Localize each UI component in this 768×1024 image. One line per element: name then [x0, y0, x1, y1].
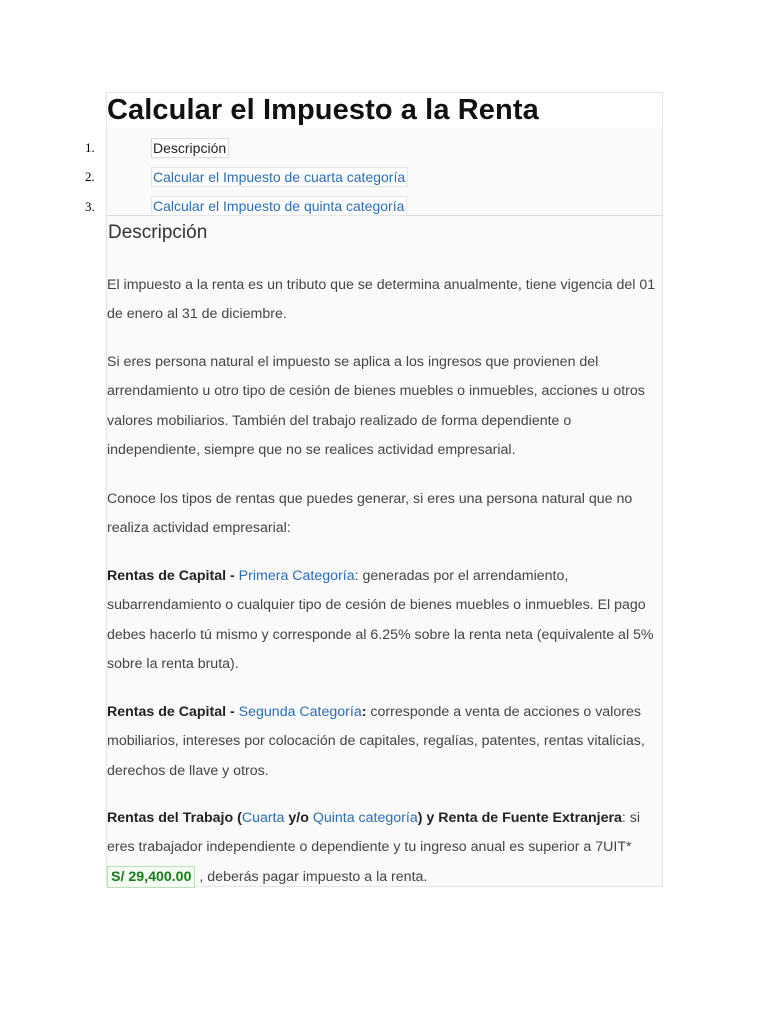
quinta-categoria-link[interactable]: Quinta categoría — [312, 810, 418, 826]
cuarta-link[interactable]: Cuarta — [241, 810, 285, 826]
segunda-categoria-text: corresponde a venta de acciones o valores mobiliarios, intereses por colocación de capitales, regalías, patentes, rentas vitalicias, derechos de llave y otros. — [107, 704, 645, 779]
toc-link-cuarta-categoria[interactable]: Calcular el Impuesto de cuarta categoría — [151, 167, 408, 187]
amount-badge: S/ 29,400.00 — [107, 866, 195, 888]
toc-item-descripcion[interactable]: Descripción — [151, 138, 229, 158]
rentas-capital-label: Rentas de Capital - — [107, 568, 239, 584]
rentas-trabajo-label: Rentas del Trabajo ( — [107, 810, 242, 826]
rentas-capital-label: Rentas de Capital - — [107, 704, 239, 720]
primera-categoria-link[interactable]: Primera Categoría — [238, 568, 355, 584]
rentas-trabajo-end-text: , deberás pagar impuesto a la renta. — [195, 868, 428, 885]
segunda-categoria-link[interactable]: Segunda Categoría — [238, 704, 362, 720]
toc-number: 2. — [85, 169, 95, 184]
toc-link-quinta-categoria[interactable]: Calcular el Impuesto de quinta categoría — [151, 196, 407, 216]
toc-number: 1. — [85, 140, 95, 155]
paragraph-vigencia: El impuesto a la renta es un tributo que se determina anualmente, tiene vigencia del 01 de enero al 31 de diciembre. — [107, 277, 656, 323]
paragraph-persona-natural: Si eres persona natural el impuesto se aplica a los ingresos que provienen del arrendamiento u otro tipo de cesión de bienes muebles o inmuebles, acciones u otros valores mobiliarios. También del trabajo realizado de forma dependiente o independiente, siempre que no se realices actividad empresarial. — [107, 354, 645, 458]
paragraph-segunda-categoria — [107, 698, 663, 786]
toc-number: 3. — [85, 199, 95, 214]
paragraph-primera-categoria — [107, 562, 663, 679]
segunda-categoria-colon: : — [361, 704, 367, 720]
rentas-trabajo-text: : si eres trabajador independiente o dependiente y tu ingreso anual es superior a 7UIT* — [107, 810, 641, 856]
title-box — [106, 92, 663, 129]
fuente-extranjera-label: ) y Renta de Fuente Extranjera — [417, 810, 622, 826]
y-o-label: y/o — [284, 810, 313, 826]
paragraph-tipos-de-rentas: Conoce los tipos de rentas que puedes generar, si eres una persona natural que no realiza actividad empresarial: — [107, 491, 633, 537]
page-title: Calcular el Impuesto a la Renta — [107, 94, 539, 126]
paragraph-rentas-trabajo — [107, 804, 663, 892]
primera-categoria-text: : generadas por el arrendamiento, subarrendamiento o cualquier tipo de cesión de bienes muebles o inmuebles. El pago debes hacerlo tú mismo y corresponde al 6.25% sobre la renta neta (equivalente al 5% sobre la renta bruta). — [107, 568, 654, 672]
section-heading: Descripción — [108, 222, 208, 243]
